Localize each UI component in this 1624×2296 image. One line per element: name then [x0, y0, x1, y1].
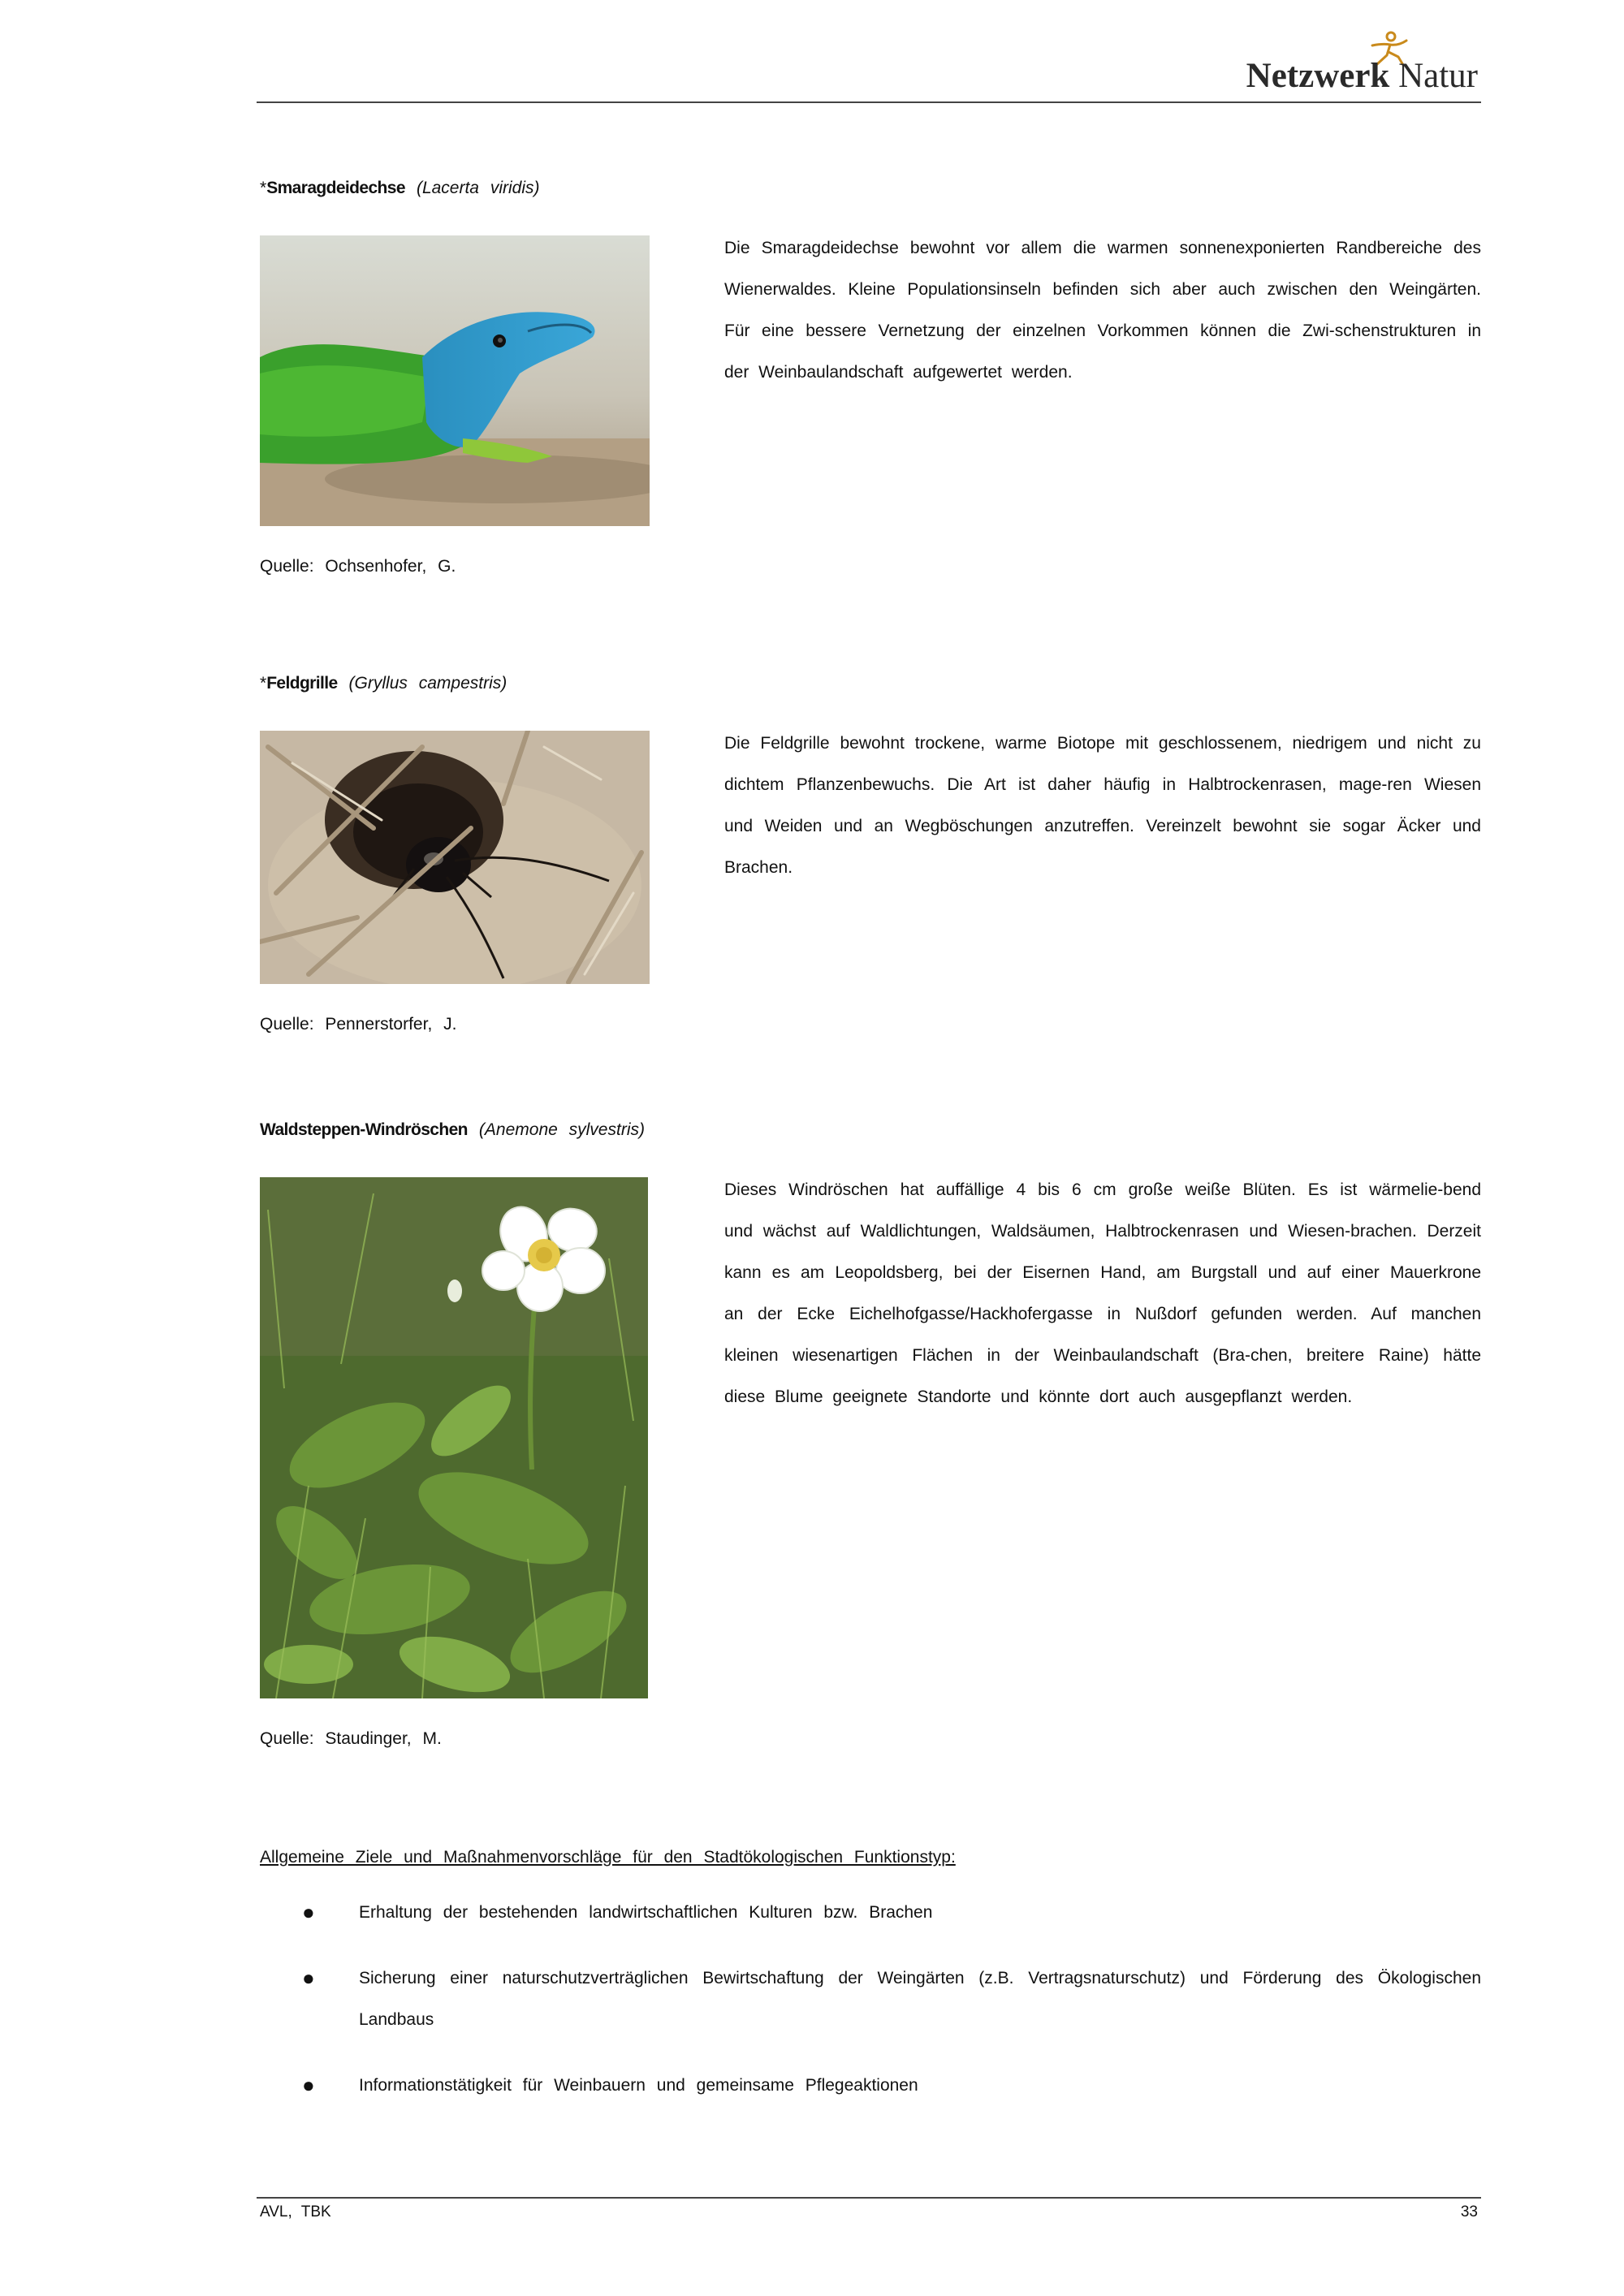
goals-list — [302, 1892, 1481, 2106]
photo-credit-feldgrille: Quelle: Pennerstorfer, J. — [260, 1015, 457, 1034]
bullet-icon: ● — [302, 1966, 315, 1990]
protected-marker: * — [260, 179, 267, 197]
goal-item-text: Informationstätigkeit für Weinbauern und gemeinsame Pflegeaktionen — [359, 2076, 918, 2095]
logo-wordmark — [1246, 56, 1478, 96]
species-name: Waldsteppen-Windröschen — [260, 1120, 468, 1139]
species-title-feldgrille — [260, 674, 507, 693]
footer-authors: AVL, TBK — [260, 2203, 331, 2220]
anemone-illustration — [260, 1177, 648, 1698]
photo-windroeschen — [260, 1177, 648, 1698]
description-feldgrille — [724, 723, 1481, 888]
species-name: Feldgrille — [266, 674, 338, 693]
photo-smaragdeidechse — [260, 235, 650, 526]
species-title-smaragdeidechse — [260, 179, 540, 198]
species-latin-name: (Anemone sylvestris) — [478, 1120, 645, 1139]
logo-word-netzwerk: Netzwerk — [1246, 57, 1390, 95]
photo-credit-smaragdeidechse: Quelle: Ochsenhofer, G. — [260, 557, 456, 576]
lizard-illustration — [260, 235, 650, 526]
description-text: Die Smaragdeidechse bewohnt vor allem die warmen sonnenexponierten Randbereiche des Wienerwaldes. Kleine Populationsinseln befinden sich aber auch zwischen den Weingärten. Für eine bessere Vernetzung der einzelnen Vorkommen können die Zwi-schenstrukturen in der Weinbaulandschaft aufgewertet werden. — [724, 239, 1481, 382]
photo-credit-windroeschen: Quelle: Staudinger, M. — [260, 1729, 442, 1748]
goal-item — [302, 2065, 1481, 2106]
photo-feldgrille — [260, 731, 650, 984]
bullet-icon: ● — [302, 2073, 315, 2097]
description-text: Die Feldgrille bewohnt trockene, warme Biotope mit geschlossenem, niedrigem und nicht zu dichtem Pflanzenbewuchs. Die Art ist daher häufig in Halbtrockenrasen, mage-ren Wiesen und Weiden und an Wegböschungen anzutreffen. Vereinzelt bewohnt sie sogar Äcker und Brachen. — [724, 734, 1481, 877]
species-title-windroeschen — [260, 1120, 645, 1140]
species-latin-name: (Gryllus campestris) — [348, 674, 508, 693]
protected-marker: * — [260, 674, 267, 693]
footer-divider — [257, 2197, 1481, 2199]
page-number: 33 — [1460, 2203, 1478, 2220]
goal-item-text: Erhaltung der bestehenden landwirtschaftlichen Kulturen bzw. Brachen — [359, 1903, 933, 1922]
description-smaragdeidechse — [724, 227, 1481, 393]
header-divider — [257, 101, 1481, 103]
species-latin-name: (Lacerta viridis) — [416, 179, 540, 197]
logo-word-natur: Natur — [1398, 57, 1478, 95]
goal-item — [302, 1892, 1481, 1933]
netzwerk-natur-logo — [1218, 31, 1486, 99]
goals-heading: Allgemeine Ziele und Maßnahmenvorschläge für den Stadtökologischen Funktionstyp: — [260, 1848, 956, 1867]
goal-item-text: Sicherung einer naturschutzverträglichen Bewirtschaftung der Weingärten (z.B. Vertragsnaturschutz) und Förderung des Ökologischen Landbaus — [359, 1969, 1481, 2029]
species-name: Smaragdeidechse — [266, 179, 405, 197]
description-text: Dieses Windröschen hat auffällige 4 bis 6 cm große weiße Blüten. Es ist wärmelie-bend und wächst auf Waldlichtungen, Waldsäumen, Halbtrockenrasen und Wiesen-brachen. Derzeit kann es am Leopoldsberg, bei der Eisernen Hand, am Burgstall und auf einer Mauerkrone an der Ecke Eichelhofgasse/Hackhofergasse in Nußdorf gefunden werden. Auf manchen kleinen wiesenartigen Flächen in der Weinbaulandschaft (Bra-chen, breitere Raine) hätte diese Blume geeignete Standorte und könnte dort auch ausgepflanzt werden. — [724, 1180, 1481, 1406]
bullet-icon: ● — [302, 1900, 315, 1924]
cricket-illustration — [260, 731, 650, 984]
goal-item — [302, 1957, 1481, 2040]
description-windroeschen — [724, 1169, 1481, 1418]
